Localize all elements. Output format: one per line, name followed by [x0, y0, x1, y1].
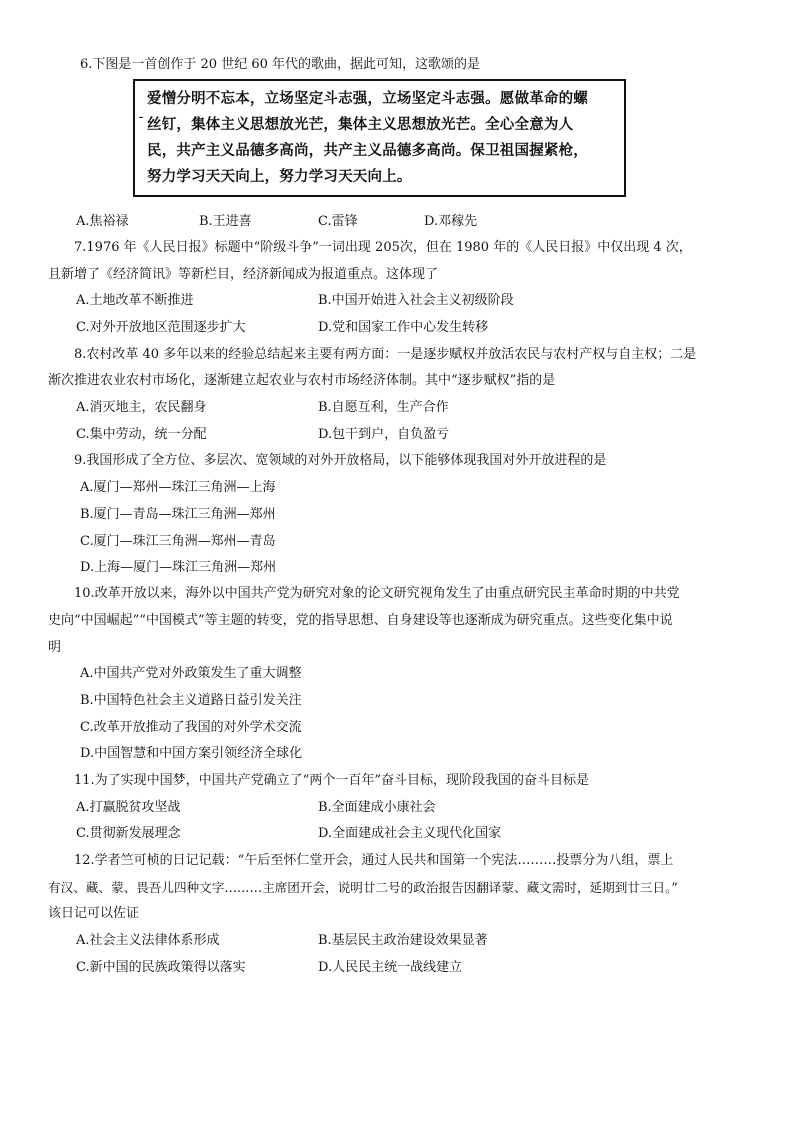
q10-stem-line-2: 史向“中国崛起”“中国模式”等主题的转变，党的指导思想、自身建设等也逐渐成为研究重点。这些变化集中说: [48, 613, 673, 628]
q10-stem-line-3: 明: [48, 640, 62, 655]
q8-stem-line-2: 渐次推进农业农村市场化，逐渐建立起农业与农村市场经济体制。其中“逐步赋权”指的是: [48, 373, 556, 388]
q9-option-d: D.上海—厦门—珠江三角洲—郑州: [80, 560, 277, 575]
q8-stem-line-1: 8.农村改革 40 多年以来的经验总结起来主要有两方面：一是逐步赋权并放活农民与农村产权与自主权；二是: [74, 347, 697, 362]
q8-option-d: D.包干到户，自负盈亏: [318, 427, 450, 442]
q12-option-c: C.新中国的民族政策得以落实: [76, 960, 246, 975]
song-lyrics-box: [133, 79, 626, 197]
q7-option-a: A.土地改革不断推进: [76, 293, 194, 308]
q9-option-c: C.厦门—珠江三角洲—郑州—青岛: [80, 534, 276, 549]
q7-option-b: B.中国开始进入社会主义初级阶段: [318, 293, 514, 308]
q8-option-a: A.消灭地主，农民翻身: [76, 400, 207, 415]
lyric-line-3: 民，共产主义品德多高尚，共产主义品德多高尚。保卫祖国握紧枪，: [147, 143, 588, 159]
q12-option-a: A.社会主义法律体系形成: [76, 933, 220, 948]
q9-stem: 9.我国形成了全方位、多层次、宽领域的对外开放格局，以下能够体现我国对外开放进程的是: [74, 453, 607, 468]
q7-option-c: C.对外开放地区范围逐步扩大: [76, 320, 246, 335]
q6-option-b: B.王进喜: [199, 214, 252, 229]
scan-mark: ˉ: [138, 115, 144, 129]
q10-stem-line-1: 10.改革开放以来，海外以中国共产党为研究对象的论文研究视角发生了由重点研究民主革命时期的中共党: [74, 586, 680, 601]
q7-option-d: D.党和国家工作中心发生转移: [318, 320, 489, 335]
q12-stem-line-2: 有汉、藏、蒙、畏吾儿四种文字………主席团开会，说明廿二号的政治报告因翻译蒙、藏文需时，延期到廿三日。”: [48, 880, 678, 895]
q11-option-b: B.全面建成小康社会: [318, 800, 436, 815]
q7-stem-line-2: 且新增了《经济简讯》等新栏目，经济新闻成为报道重点。这体现了: [48, 267, 439, 282]
q8-option-c: C.集中劳动，统一分配: [76, 427, 207, 442]
q10-option-a: A.中国共产党对外政策发生了重大调整: [80, 666, 302, 681]
q6-stem: 6.下图是一首创作于 20 世纪 60 年代的歌曲，据此可知，这歌颂的是: [80, 57, 481, 72]
q12-stem-line-1: 12.学者竺可桢的日记记载：“午后至怀仁堂开会，通过人民共和国第一个宪法………投票分为八组，票上: [74, 853, 674, 868]
lyric-line-1: 爱憎分明不忘本，立场坚定斗志强，立场坚定斗志强。愿做革命的螺: [147, 91, 588, 107]
lyric-line-4: 努力学习天天向上，努力学习天天向上。: [147, 169, 412, 185]
q6-option-a: A.焦裕禄: [76, 214, 129, 229]
q11-stem: 11.为了实现中国梦，中国共产党确立了“两个一百年”奋斗目标，现阶段我国的奋斗目标是: [74, 773, 589, 788]
q11-option-d: D.全面建成社会主义现代化国家: [318, 826, 502, 841]
q12-stem-line-3: 该日记可以佐证: [48, 906, 140, 921]
q10-option-d: D.中国智慧和中国方案引领经济全球化: [80, 746, 303, 761]
q11-option-a: A.打赢脱贫攻坚战: [76, 800, 181, 815]
q10-option-c: C.改革开放推动了我国的对外学术交流: [80, 720, 302, 735]
q12-option-d: D.人民民主统一战线建立: [318, 960, 463, 975]
q11-option-c: C.贯彻新发展理念: [76, 826, 181, 841]
q6-option-d: D.邓稼先: [424, 214, 478, 229]
q8-option-b: B.自愿互利，生产合作: [318, 400, 449, 415]
q10-option-b: B.中国特色社会主义道路日益引发关注: [80, 693, 302, 708]
q7-stem-line-1: 7.1976 年《人民日报》标题中“阶级斗争”一词出现 205次，但在 1980 年的《人民日报》中仅出现 4 次，: [74, 240, 692, 255]
q9-option-b: B.厦门—青岛—珠江三角洲—郑州: [80, 507, 276, 522]
q6-option-c: C.雷锋: [318, 214, 358, 229]
lyric-line-2: 丝钉，集体主义思想放光芒，集体主义思想放光芒。全心全意为人: [147, 117, 574, 133]
q9-option-a: A.厦门—郑州—珠江三角洲—上海: [80, 480, 276, 495]
q12-option-b: B.基层民主政治建设效果显著: [318, 933, 488, 948]
